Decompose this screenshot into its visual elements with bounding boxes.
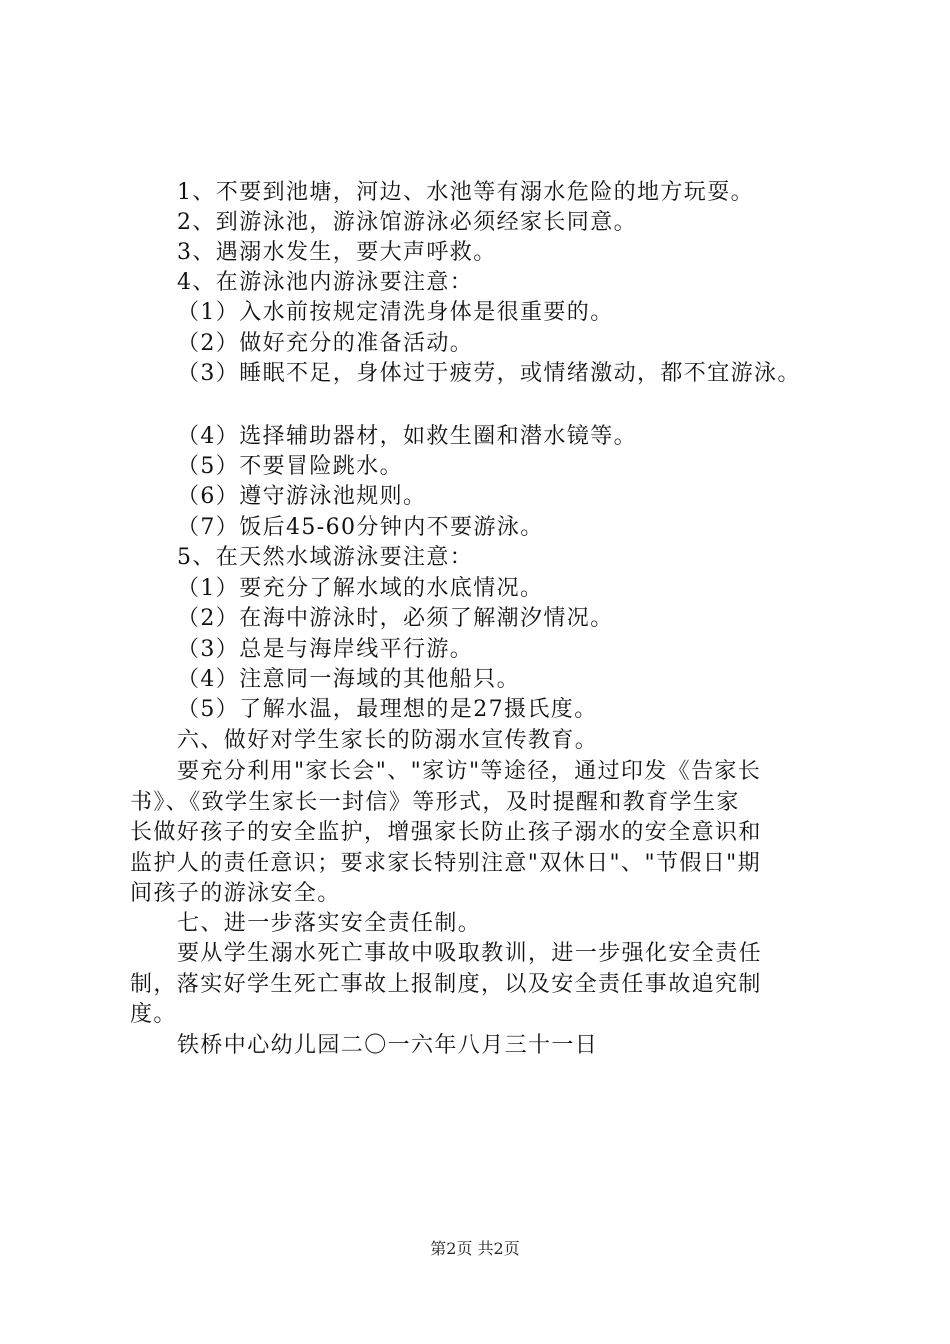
section-heading: 七、进一步落实安全责任制。 [177,911,482,936]
page-number-footer: 第2页 共2页 [430,1239,520,1258]
text-line: 1、不要到池塘，河边、水池等有溺水危险的地方玩耍。 [177,180,754,205]
paragraph-line: 间孩子的游泳安全。 [130,881,341,906]
text-line: （4）选择辅助器材，如救生圈和潜水镜等。 [177,424,637,449]
text-line: 5、在天然水域游泳要注意： [177,545,474,570]
paragraph-line: 监护人的责任意识；要求家长特别注意"双休日"、"节假日"期 [130,851,762,876]
text-line: （7）饭后45-60分钟内不要游泳。 [177,515,544,540]
text-line: （2）做好充分的准备活动。 [177,331,474,356]
signature-line: 铁桥中心幼儿园二〇一六年八月三十一日 [177,1033,599,1058]
text-line: 3、遇溺水发生，要大声呼救。 [177,240,497,265]
paragraph-line: 要从学生溺水死亡事故中吸取教训，进一步强化安全责任 [177,941,763,966]
paragraph-line: 度。 [130,1002,177,1027]
text-line: （6）遵守游泳池规则。 [177,484,427,509]
paragraph-line: 书》、《致学生家长一封信》等形式，及时提醒和教育学生家 [130,790,740,815]
text-line: （3）睡眠不足，身体过于疲劳，或情绪激动，都不宜游泳。 [177,361,801,386]
text-line: 2、到游泳池，游泳馆游泳必须经家长同意。 [177,210,637,235]
text-line: （3）总是与海岸线平行游。 [177,637,474,662]
section-heading: 六、做好对学生家长的防溺水宣传教育。 [177,728,599,753]
text-line: （1）要充分了解水域的水底情况。 [177,576,544,601]
text-line: （2）在海中游泳时，必须了解潮汐情况。 [177,606,614,631]
text-line: （5）了解水温，最理想的是27摄氏度。 [177,697,598,722]
text-line: （5）不要冒险跳水。 [177,454,403,479]
paragraph-line: 要充分利用"家长会"、"家访"等途径，通过印发《告家长 [177,759,762,784]
paragraph-line: 制，落实好学生死亡事故上报制度，以及安全责任事故追究制 [130,972,762,997]
text-line: （4）注意同一海域的其他船只。 [177,667,520,692]
text-line: 4、在游泳池内游泳要注意： [177,270,474,295]
text-line: （1）入水前按规定清洗身体是很重要的。 [177,300,614,325]
paragraph-line: 长做好孩子的安全监护，增强家长防止孩子溺水的安全意识和 [130,820,762,845]
